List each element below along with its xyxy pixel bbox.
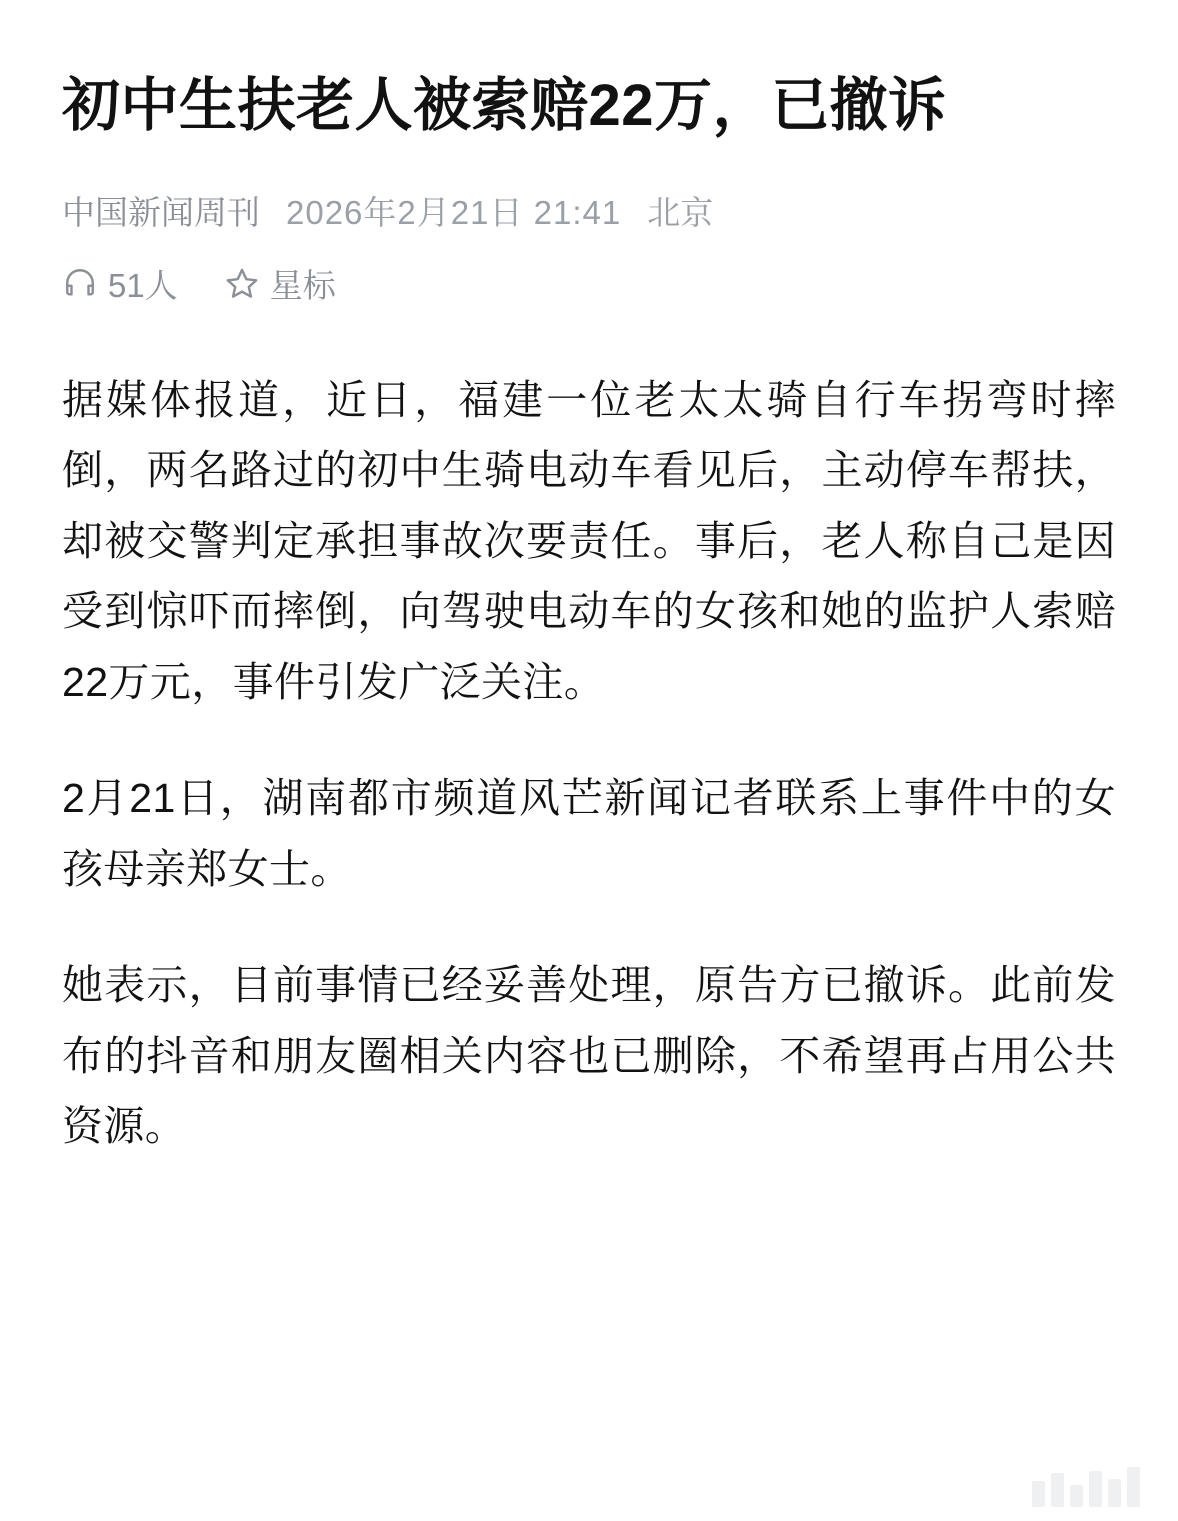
article-paragraph: 2月21日，湖南都市频道风芒新闻记者联系上事件中的女孩母亲郑女士。: [62, 775, 1116, 892]
article-body: [62, 365, 1116, 1162]
article-stats: [62, 260, 1116, 307]
star-icon: [224, 265, 260, 301]
listen-count[interactable]: [62, 260, 178, 307]
article-paragraph: 她表示，目前事情已经妥善处理，原告方已撤诉。此前发布的抖音和朋友圈相关内容也已删除，不希望再占用公共资源。: [62, 962, 1116, 1150]
star-label: 星标: [269, 266, 336, 304]
star-button[interactable]: [224, 260, 336, 307]
page-title: 初中生扶老人被索赔22万，已撤诉: [62, 73, 947, 138]
article-source[interactable]: 中国新闻周刊: [62, 193, 260, 231]
watermark: [950, 1453, 1140, 1507]
listen-count-label: 51人: [108, 266, 178, 304]
article-timestamp: 2026年2月21日 21:41: [286, 193, 622, 231]
article-meta: [62, 187, 1116, 234]
headphones-icon: [62, 265, 98, 301]
article-paragraph: 据媒体报道，近日，福建一位老太太骑自行车拐弯时摔倒，两名路过的初中生骑电动车看见后，主动停车帮扶，却被交警判定承担事故次要责任。事后，老人称自己是因受到惊吓而摔倒，向驾驶电动车的女孩和她的监护人索赔22万元，事件引发广泛关注。: [62, 376, 1116, 705]
article-location: 北京: [647, 193, 714, 231]
